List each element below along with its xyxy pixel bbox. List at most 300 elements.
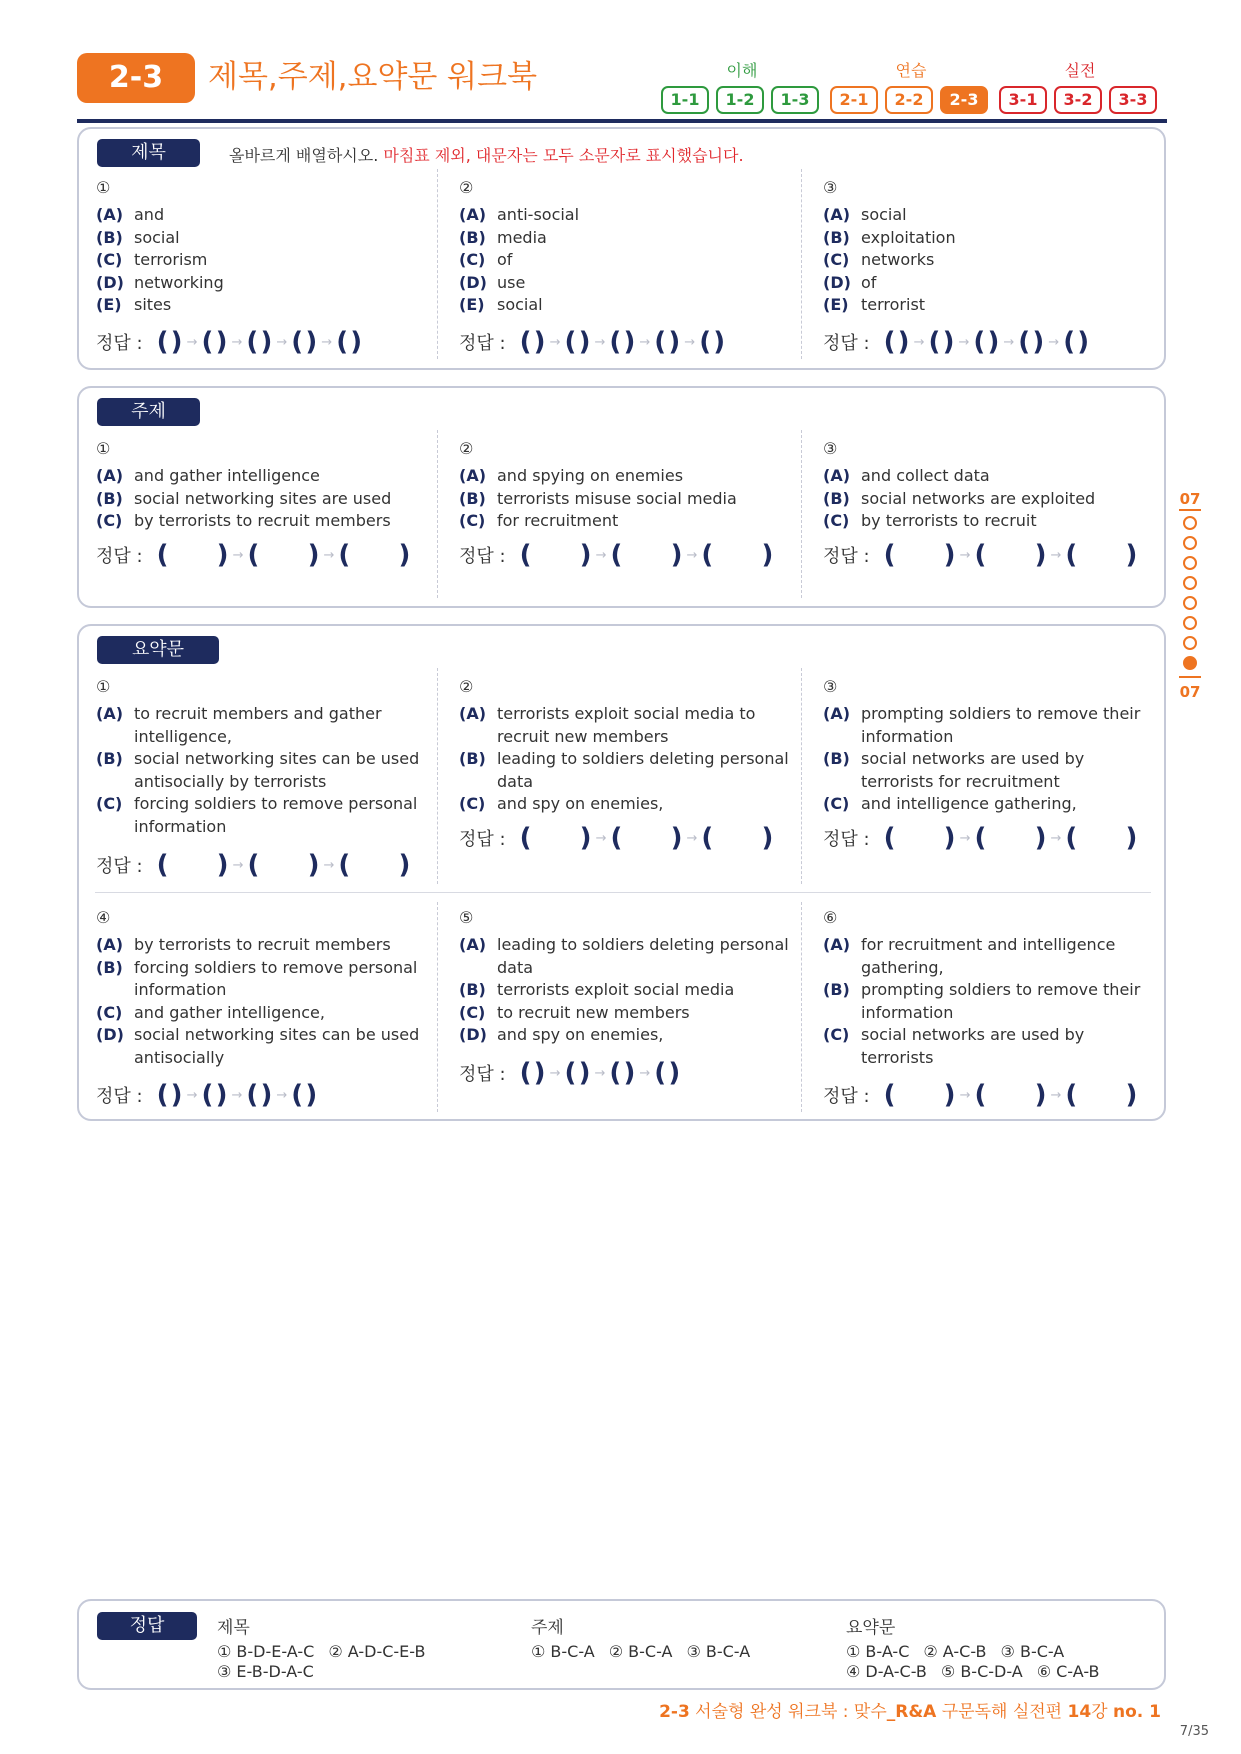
column-divider bbox=[801, 430, 802, 598]
question-number: ① bbox=[96, 178, 111, 197]
answer-blank[interactable]: ( ) bbox=[974, 823, 1047, 853]
arrow-icon: → bbox=[231, 1087, 243, 1103]
arrow-icon: → bbox=[958, 334, 970, 350]
column-divider bbox=[437, 430, 438, 598]
option-item bbox=[96, 957, 426, 1002]
answer-blank[interactable]: ( ) bbox=[291, 327, 318, 357]
option-text: and bbox=[134, 205, 165, 224]
answer-blank[interactable]: ( ) bbox=[610, 540, 683, 570]
option-text: terrorists misuse social media bbox=[497, 488, 737, 508]
option-text: of bbox=[861, 272, 877, 292]
option-item bbox=[459, 227, 789, 250]
option-list bbox=[459, 204, 789, 317]
step-button-1-3[interactable]: 1-3 bbox=[771, 86, 819, 114]
arrow-icon: → bbox=[1050, 830, 1062, 846]
step-button-1-1[interactable]: 1-1 bbox=[661, 86, 709, 114]
step-button-1-2[interactable]: 1-2 bbox=[716, 86, 764, 114]
option-text: for recruitment bbox=[497, 511, 619, 531]
step-button-2-2[interactable]: 2-2 bbox=[885, 86, 933, 114]
instruction-note: 마침표 제외, 대문자는 모두 소문자로 표시했습니다. bbox=[383, 146, 744, 165]
instruction: 올바르게 배열하시오. 마침표 제외, 대문자는 모두 소문자로 표시했습니다. bbox=[229, 146, 744, 165]
column-divider bbox=[437, 169, 438, 359]
answer-label: 정답 : bbox=[823, 333, 870, 354]
side-page-top: 07 bbox=[1179, 490, 1201, 508]
option-item bbox=[459, 488, 789, 511]
option-item bbox=[459, 465, 789, 488]
option-item bbox=[459, 748, 789, 793]
option-item bbox=[459, 249, 789, 272]
option-item bbox=[823, 204, 1153, 227]
option-item bbox=[459, 272, 789, 295]
option-letter: (A) bbox=[823, 466, 851, 485]
question-5 bbox=[459, 907, 789, 1047]
arrow-icon: → bbox=[1048, 334, 1060, 350]
question-number: ③ bbox=[823, 178, 838, 197]
index-dot bbox=[1183, 516, 1197, 530]
answer-key-item: ② A-D-C-E-B bbox=[328, 1642, 426, 1661]
option-list bbox=[823, 703, 1153, 816]
answer-blank[interactable]: ( ) bbox=[883, 823, 956, 853]
option-letter: (C) bbox=[459, 1002, 486, 1022]
answer-blank[interactable]: ( ) bbox=[564, 1058, 591, 1088]
option-item bbox=[96, 272, 426, 295]
answer-blanks bbox=[459, 1058, 680, 1088]
column-divider bbox=[801, 668, 802, 884]
answer-blank[interactable]: ( ) bbox=[291, 1080, 318, 1110]
question-number: ③ bbox=[823, 677, 838, 696]
option-list bbox=[823, 465, 1153, 533]
answer-key-tag: 정답 bbox=[97, 1612, 197, 1640]
answer-label: 정답 : bbox=[96, 1086, 143, 1107]
option-item bbox=[823, 793, 1153, 816]
index-dot bbox=[1183, 556, 1197, 570]
step-button-2-3[interactable]: 2-3 bbox=[940, 86, 988, 114]
answer-key-line bbox=[846, 1642, 1114, 1662]
arrow-icon: → bbox=[1003, 334, 1015, 350]
option-letter: (A) bbox=[459, 205, 487, 224]
question-number: ② bbox=[459, 677, 474, 696]
answer-blank[interactable]: ( ) bbox=[654, 327, 681, 357]
answer-blanks bbox=[96, 540, 410, 570]
arrow-icon: → bbox=[186, 334, 198, 350]
option-text: terrorist bbox=[861, 295, 926, 315]
answer-blanks bbox=[459, 327, 725, 357]
arrow-icon: → bbox=[276, 1087, 288, 1103]
answer-blank[interactable]: ( ) bbox=[156, 1080, 183, 1110]
option-text: for recruitment and intelligence gathering, bbox=[861, 935, 1116, 977]
answer-blank[interactable]: ( ) bbox=[201, 327, 228, 357]
option-item bbox=[459, 510, 789, 533]
option-item bbox=[459, 703, 789, 748]
option-text: social networks are used by terrorists for recruitment bbox=[861, 749, 1085, 791]
answer-key-heading: 요약문 bbox=[846, 1618, 896, 1638]
answer-blank[interactable]: ( ) bbox=[338, 850, 411, 880]
option-letter: (B) bbox=[459, 488, 486, 508]
option-list bbox=[96, 703, 426, 839]
option-item bbox=[823, 488, 1153, 511]
option-text: social networks are used by terrorists bbox=[861, 1025, 1085, 1067]
section-tag: 요약문 bbox=[97, 636, 219, 664]
option-letter: (B) bbox=[823, 749, 850, 769]
answer-key-line bbox=[217, 1662, 439, 1682]
option-text: by terrorists to recruit members bbox=[134, 935, 391, 954]
option-letter: (A) bbox=[96, 205, 124, 224]
option-item bbox=[459, 1002, 789, 1025]
option-letter: (B) bbox=[823, 227, 850, 247]
option-list bbox=[823, 204, 1153, 317]
option-text: and spy on enemies, bbox=[497, 794, 664, 814]
answer-blank[interactable]: ( ) bbox=[201, 1080, 228, 1110]
option-text: social networking sites can be used antisocially by terrorists bbox=[134, 749, 420, 791]
option-letter: (D) bbox=[96, 272, 124, 292]
option-item bbox=[459, 979, 789, 1002]
step-group-label: 연습 bbox=[895, 61, 927, 80]
arrow-icon: → bbox=[232, 547, 244, 563]
option-item bbox=[459, 934, 789, 979]
answer-blank[interactable]: ( ) bbox=[883, 1080, 956, 1110]
step-group-label: 이해 bbox=[726, 61, 758, 80]
answer-blank[interactable]: ( ) bbox=[519, 823, 592, 853]
question-1 bbox=[96, 676, 426, 839]
answer-label: 정답 : bbox=[459, 546, 506, 567]
option-item bbox=[823, 227, 1153, 250]
option-letter: (D) bbox=[459, 272, 487, 292]
answer-label: 정답 : bbox=[96, 546, 143, 567]
option-item bbox=[459, 793, 789, 816]
option-item bbox=[96, 1002, 426, 1025]
arrow-icon: → bbox=[684, 334, 696, 350]
option-item bbox=[823, 979, 1153, 1024]
answer-key-item: ⑥ C-A-B bbox=[1036, 1662, 1100, 1681]
option-text: forcing soldiers to remove personal information bbox=[134, 957, 418, 1000]
answer-label: 정답 : bbox=[96, 856, 143, 877]
option-item bbox=[459, 294, 789, 317]
answer-blank[interactable]: ( ) bbox=[156, 327, 183, 357]
arrow-icon: → bbox=[913, 334, 925, 350]
option-letter: (B) bbox=[823, 488, 850, 508]
summary-section bbox=[77, 624, 1166, 1121]
answer-key-item: ③ E-B-D-A-C bbox=[217, 1662, 314, 1681]
question-3 bbox=[823, 177, 1153, 317]
option-text: media bbox=[497, 227, 547, 247]
answer-blank[interactable]: ( ) bbox=[701, 823, 774, 853]
arrow-icon: → bbox=[594, 1065, 606, 1081]
option-text: to recruit members and gather intelligence, bbox=[134, 704, 382, 746]
column-divider bbox=[801, 169, 802, 359]
answer-blanks bbox=[96, 850, 410, 880]
option-letter: (B) bbox=[96, 488, 123, 508]
arrow-icon: → bbox=[321, 334, 333, 350]
step-button-3-1[interactable]: 3-1 bbox=[999, 86, 1047, 114]
answer-blank[interactable]: ( ) bbox=[336, 327, 363, 357]
option-letter: (A) bbox=[459, 704, 487, 723]
option-letter: (B) bbox=[96, 957, 123, 977]
answer-blank[interactable]: ( ) bbox=[973, 327, 1000, 357]
question-2 bbox=[459, 676, 789, 816]
answer-key-line bbox=[531, 1642, 764, 1662]
answer-blank[interactable]: ( ) bbox=[701, 540, 774, 570]
option-list bbox=[96, 465, 426, 533]
option-item bbox=[96, 227, 426, 250]
arrow-icon: → bbox=[595, 547, 607, 563]
option-letter: (B) bbox=[459, 980, 486, 1000]
option-letter: (E) bbox=[823, 295, 849, 315]
question-4 bbox=[96, 907, 426, 1070]
answer-key-heading: 주제 bbox=[531, 1618, 564, 1638]
page-number: 7/35 bbox=[1179, 1724, 1209, 1739]
answer-blanks bbox=[459, 823, 773, 853]
arrow-icon: → bbox=[276, 334, 288, 350]
answer-blank[interactable]: ( ) bbox=[519, 1058, 546, 1088]
option-text: networking bbox=[134, 272, 224, 292]
column-divider bbox=[801, 902, 802, 1112]
answer-blank[interactable]: ( ) bbox=[156, 850, 229, 880]
answer-blank[interactable]: ( ) bbox=[1065, 540, 1138, 570]
topic-section bbox=[77, 386, 1166, 608]
answer-blank[interactable]: ( ) bbox=[247, 850, 320, 880]
answer-key-item: ① B-D-E-A-C bbox=[217, 1642, 315, 1661]
answer-blank[interactable]: ( ) bbox=[974, 540, 1047, 570]
page-title: 제목,주제,요약문 워크북 bbox=[208, 59, 538, 95]
arrow-icon: → bbox=[595, 830, 607, 846]
step-button-3-2[interactable]: 3-2 bbox=[1054, 86, 1102, 114]
arrow-icon: → bbox=[549, 1065, 561, 1081]
question-1 bbox=[96, 438, 426, 533]
answer-blank[interactable]: ( ) bbox=[1063, 327, 1090, 357]
answer-blank[interactable]: ( ) bbox=[246, 327, 273, 357]
side-index bbox=[1176, 490, 1204, 701]
arrow-icon: → bbox=[1050, 547, 1062, 563]
option-letter: (B) bbox=[823, 980, 850, 1000]
option-letter: (C) bbox=[459, 794, 486, 814]
option-letter: (B) bbox=[96, 227, 123, 247]
option-letter: (C) bbox=[823, 794, 850, 814]
option-text: terrorists exploit social media bbox=[497, 980, 735, 1000]
option-list bbox=[96, 204, 426, 317]
answer-label: 정답 : bbox=[823, 829, 870, 850]
option-item bbox=[96, 1024, 426, 1069]
option-item bbox=[96, 204, 426, 227]
lesson-badge: 2-3 bbox=[77, 53, 195, 103]
option-letter: (C) bbox=[823, 511, 850, 531]
option-text: anti-social bbox=[497, 205, 580, 224]
answer-key-line bbox=[846, 1662, 1114, 1682]
answer-blanks bbox=[459, 540, 773, 570]
option-letter: (B) bbox=[459, 749, 486, 769]
answer-blank[interactable]: ( ) bbox=[519, 327, 546, 357]
answer-label: 정답 : bbox=[823, 1086, 870, 1107]
answer-blanks bbox=[823, 327, 1089, 357]
option-text: and gather intelligence bbox=[134, 466, 320, 485]
answer-key-title bbox=[217, 1613, 439, 1682]
answer-blank[interactable]: ( ) bbox=[610, 823, 683, 853]
option-letter: (C) bbox=[459, 250, 486, 270]
option-text: use bbox=[497, 272, 526, 292]
column-divider bbox=[437, 668, 438, 884]
answer-label: 정답 : bbox=[459, 333, 506, 354]
answer-blank[interactable]: ( ) bbox=[609, 1058, 636, 1088]
option-item bbox=[96, 294, 426, 317]
answer-blank[interactable]: ( ) bbox=[246, 1080, 273, 1110]
question-number: ⑤ bbox=[459, 908, 474, 927]
answer-blanks bbox=[823, 823, 1137, 853]
arrow-icon: → bbox=[186, 1087, 198, 1103]
option-item bbox=[96, 934, 426, 957]
answer-blank[interactable]: ( ) bbox=[1065, 823, 1138, 853]
option-letter: (C) bbox=[96, 250, 123, 270]
option-text: by terrorists to recruit bbox=[861, 511, 1037, 531]
option-letter: (A) bbox=[96, 466, 124, 485]
option-item bbox=[823, 1024, 1153, 1069]
option-item bbox=[96, 488, 426, 511]
option-item bbox=[96, 249, 426, 272]
arrow-icon: → bbox=[232, 857, 244, 873]
index-dot bbox=[1183, 596, 1197, 610]
answer-blank[interactable]: ( ) bbox=[156, 540, 229, 570]
answer-key-summary bbox=[846, 1613, 1114, 1682]
question-6 bbox=[823, 907, 1153, 1070]
question-number: ③ bbox=[823, 439, 838, 458]
index-dot bbox=[1183, 536, 1197, 550]
answer-blank[interactable]: ( ) bbox=[338, 540, 411, 570]
answer-key-item: ① B-C-A bbox=[531, 1642, 595, 1661]
option-letter: (D) bbox=[96, 1025, 124, 1045]
answer-blank[interactable]: ( ) bbox=[1018, 327, 1045, 357]
question-number: ① bbox=[96, 677, 111, 696]
question-number: ② bbox=[459, 178, 474, 197]
answer-key-item: ② B-C-A bbox=[608, 1642, 673, 1661]
option-letter: (B) bbox=[459, 227, 486, 247]
answer-key-heading: 제목 bbox=[217, 1618, 250, 1638]
answer-key-item: ③ B-C-A bbox=[686, 1642, 751, 1661]
answer-label: 정답 : bbox=[823, 546, 870, 567]
option-text: social bbox=[861, 205, 907, 224]
answer-blanks bbox=[823, 1080, 1137, 1110]
arrow-icon: → bbox=[323, 547, 335, 563]
option-item bbox=[96, 703, 426, 748]
option-item bbox=[823, 272, 1153, 295]
column-divider bbox=[437, 902, 438, 1112]
option-text: social networks are exploited bbox=[861, 488, 1096, 508]
answer-blank[interactable]: ( ) bbox=[928, 327, 955, 357]
arrow-icon: → bbox=[686, 547, 698, 563]
option-item bbox=[96, 748, 426, 793]
answer-key-line bbox=[217, 1642, 439, 1662]
option-text: leading to soldiers deleting personal data bbox=[497, 935, 789, 977]
arrow-icon: → bbox=[959, 830, 971, 846]
option-item bbox=[459, 204, 789, 227]
question-number: ⑥ bbox=[823, 908, 838, 927]
option-letter: (A) bbox=[459, 935, 487, 954]
option-text: and spy on enemies, bbox=[497, 1025, 664, 1045]
option-text: networks bbox=[861, 250, 935, 270]
arrow-icon: → bbox=[231, 334, 243, 350]
option-text: sites bbox=[134, 295, 172, 315]
answer-blank[interactable]: ( ) bbox=[699, 327, 726, 357]
index-dot bbox=[1183, 656, 1197, 670]
option-text: to recruit new members bbox=[497, 1002, 690, 1022]
option-text: prompting soldiers to remove their information bbox=[861, 980, 1141, 1022]
index-dot bbox=[1183, 576, 1197, 590]
step-group-label: 실전 bbox=[1064, 61, 1096, 80]
answer-blank[interactable]: ( ) bbox=[564, 327, 591, 357]
option-text: social networking sites are used bbox=[134, 488, 392, 508]
option-text: prompting soldiers to remove their information bbox=[861, 704, 1141, 746]
arrow-icon: → bbox=[639, 1065, 651, 1081]
section-tag: 제목 bbox=[97, 139, 200, 167]
answer-key bbox=[77, 1599, 1166, 1690]
answer-blank[interactable]: ( ) bbox=[883, 327, 910, 357]
answer-blank[interactable]: ( ) bbox=[654, 1058, 681, 1088]
option-text: and intelligence gathering, bbox=[861, 794, 1077, 814]
row-divider bbox=[95, 892, 1151, 893]
option-letter: (A) bbox=[96, 935, 124, 954]
option-text: and gather intelligence, bbox=[134, 1002, 325, 1022]
section-tag: 주제 bbox=[97, 398, 200, 426]
option-letter: (A) bbox=[823, 205, 851, 224]
question-number: ④ bbox=[96, 908, 111, 927]
question-number: ② bbox=[459, 439, 474, 458]
option-text: forcing soldiers to remove personal information bbox=[134, 794, 418, 836]
option-text: by terrorists to recruit members bbox=[134, 511, 391, 531]
arrow-icon: → bbox=[639, 334, 651, 350]
answer-blank[interactable]: ( ) bbox=[974, 1080, 1047, 1110]
answer-key-topic bbox=[531, 1613, 764, 1662]
option-letter: (B) bbox=[96, 749, 123, 769]
question-2 bbox=[459, 177, 789, 317]
step-button-3-3[interactable]: 3-3 bbox=[1109, 86, 1157, 114]
option-item bbox=[823, 934, 1153, 979]
answer-key-item: ⑤ B-C-D-A bbox=[940, 1662, 1023, 1681]
answer-blank[interactable]: ( ) bbox=[609, 327, 636, 357]
answer-blank[interactable]: ( ) bbox=[883, 540, 956, 570]
option-letter: (E) bbox=[96, 295, 122, 315]
answer-key-item: ③ B-C-A bbox=[1000, 1642, 1065, 1661]
option-item bbox=[823, 294, 1153, 317]
header-divider bbox=[77, 119, 1167, 123]
answer-blanks bbox=[96, 1080, 317, 1110]
option-text: of bbox=[497, 250, 513, 270]
option-text: leading to soldiers deleting personal data bbox=[497, 749, 789, 791]
option-letter: (C) bbox=[823, 1025, 850, 1045]
option-letter: (C) bbox=[823, 250, 850, 270]
option-letter: (A) bbox=[823, 935, 851, 954]
option-text: terrorists exploit social media to recruit new members bbox=[497, 704, 756, 746]
question-1 bbox=[96, 177, 426, 317]
answer-blank[interactable]: ( ) bbox=[1065, 1080, 1138, 1110]
option-item bbox=[823, 465, 1153, 488]
step-button-2-1[interactable]: 2-1 bbox=[830, 86, 878, 114]
arrow-icon: → bbox=[959, 1087, 971, 1103]
option-text: and collect data bbox=[861, 466, 990, 485]
option-letter: (D) bbox=[823, 272, 851, 292]
option-item bbox=[96, 793, 426, 838]
arrow-icon: → bbox=[549, 334, 561, 350]
arrow-icon: → bbox=[959, 547, 971, 563]
index-dot bbox=[1183, 616, 1197, 630]
answer-blank[interactable]: ( ) bbox=[247, 540, 320, 570]
option-list bbox=[459, 465, 789, 533]
answer-key-item: ① B-A-C bbox=[846, 1642, 910, 1661]
index-dot bbox=[1183, 636, 1197, 650]
answer-blanks bbox=[96, 327, 362, 357]
answer-blank[interactable]: ( ) bbox=[519, 540, 592, 570]
option-text: and spying on enemies bbox=[497, 466, 684, 485]
option-letter: (A) bbox=[823, 704, 851, 723]
option-item bbox=[823, 249, 1153, 272]
option-letter: (C) bbox=[96, 794, 123, 814]
answer-label: 정답 : bbox=[459, 829, 506, 850]
